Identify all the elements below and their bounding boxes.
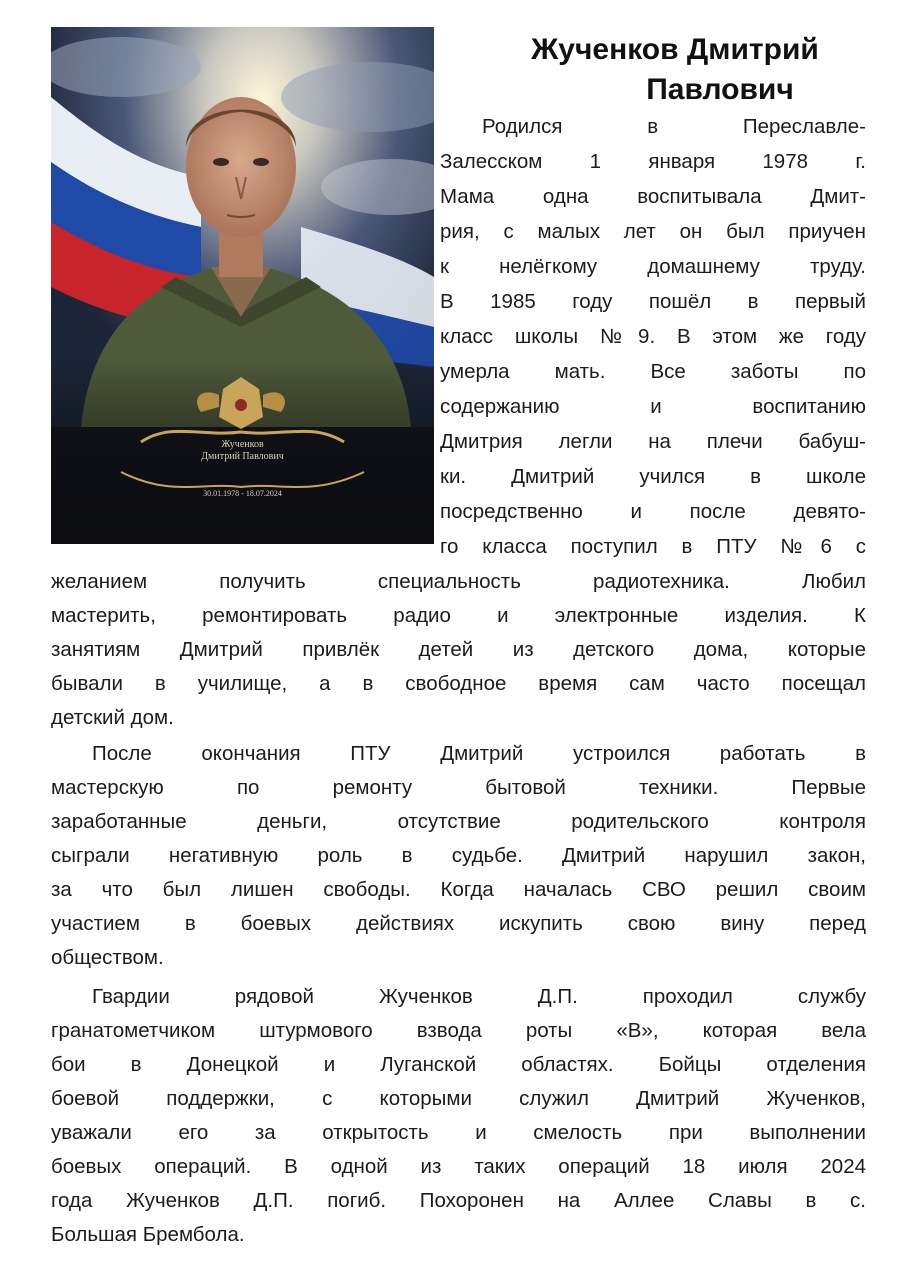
text-line: Гвардии рядовой Жученков Д.П. проходил службу [92,985,866,1008]
text-line: го класса поступил в ПТУ №6 с [440,535,866,558]
text-line: участием в боевых действиях искупить свою вину перед [51,912,866,935]
text-line: за что был лишен свободы. Когда началась СВО решил своим [51,878,866,901]
text-line: Родился в Переславле- [482,115,866,138]
text-line: года Жученков Д.П. погиб. Похоронен на Аллее Славы в с. [51,1189,866,1212]
text-line: желанием получить специальность радиотехника. Любил [51,570,866,593]
text-line: посредственно и после девято- [440,500,866,523]
text-line: Мама одна воспитывала Дмит- [440,185,866,208]
page-title [440,30,910,110]
text-line: сыграли негативную роль в судьбе. Дмитрий нарушил закон, [51,844,866,867]
text-line: к нелёгкому домашнему труду. [440,255,866,278]
text-line: заработанные деньги, отсутствие родительского контроля [51,810,866,833]
text-line: мастерскую по ремонту бытовой техники. Первые [51,776,866,799]
plaque-surname: Жученков [221,439,264,450]
text-line: ки. Дмитрий учился в школе [440,465,866,488]
text-line: класс школы №9. В этом же году [440,325,866,348]
text-line: бывали в училище, а в свободное время сам часто посещал [51,672,866,695]
text-line: После окончания ПТУ Дмитрий устроился работать в [92,742,866,765]
text-line: мастерить, ремонтировать радио и электронные изделия. К [51,604,866,627]
text-line: боевых операций. В одной из таких операций 18 июля 2024 [51,1155,866,1178]
title-line-2: Павлович [646,73,794,106]
text-line: уважали его за открытость и смелость при выполнении [51,1121,866,1144]
text-line: Залесском 1 января 1978 г. [440,150,866,173]
text-line: обществом. [51,946,164,969]
title-line-1: Жученков Дмитрий [531,33,819,66]
portrait-image [51,27,434,544]
text-line: Большая Брембола. [51,1223,245,1246]
plaque-dates: 30.01.1978 - 18.07.2024 [203,489,282,498]
text-line: В 1985 году пошёл в первый [440,290,866,313]
text-line: гранатометчиком штурмового взвода роты «В», которая вела [51,1019,866,1042]
text-line: бои в Донецкой и Луганской областях. Бойцы отделения [51,1053,866,1076]
text-line: содержанию и воспитанию [440,395,866,418]
plaque-given-names: Дмитрий Павлович [201,451,284,462]
text-line: боевой поддержки, с которыми служил Дмитрий Жученков, [51,1087,866,1110]
text-line: детский дом. [51,706,174,729]
text-line: Дмитрия легли на плечи бабуш- [440,430,866,453]
text-line: умерла мать. Все заботы по [440,360,866,383]
portrait-illustration [51,27,434,544]
text-line: занятиям Дмитрий привлёк детей из детского дома, которые [51,638,866,661]
text-line: рия, с малых лет он был приучен [440,220,866,243]
